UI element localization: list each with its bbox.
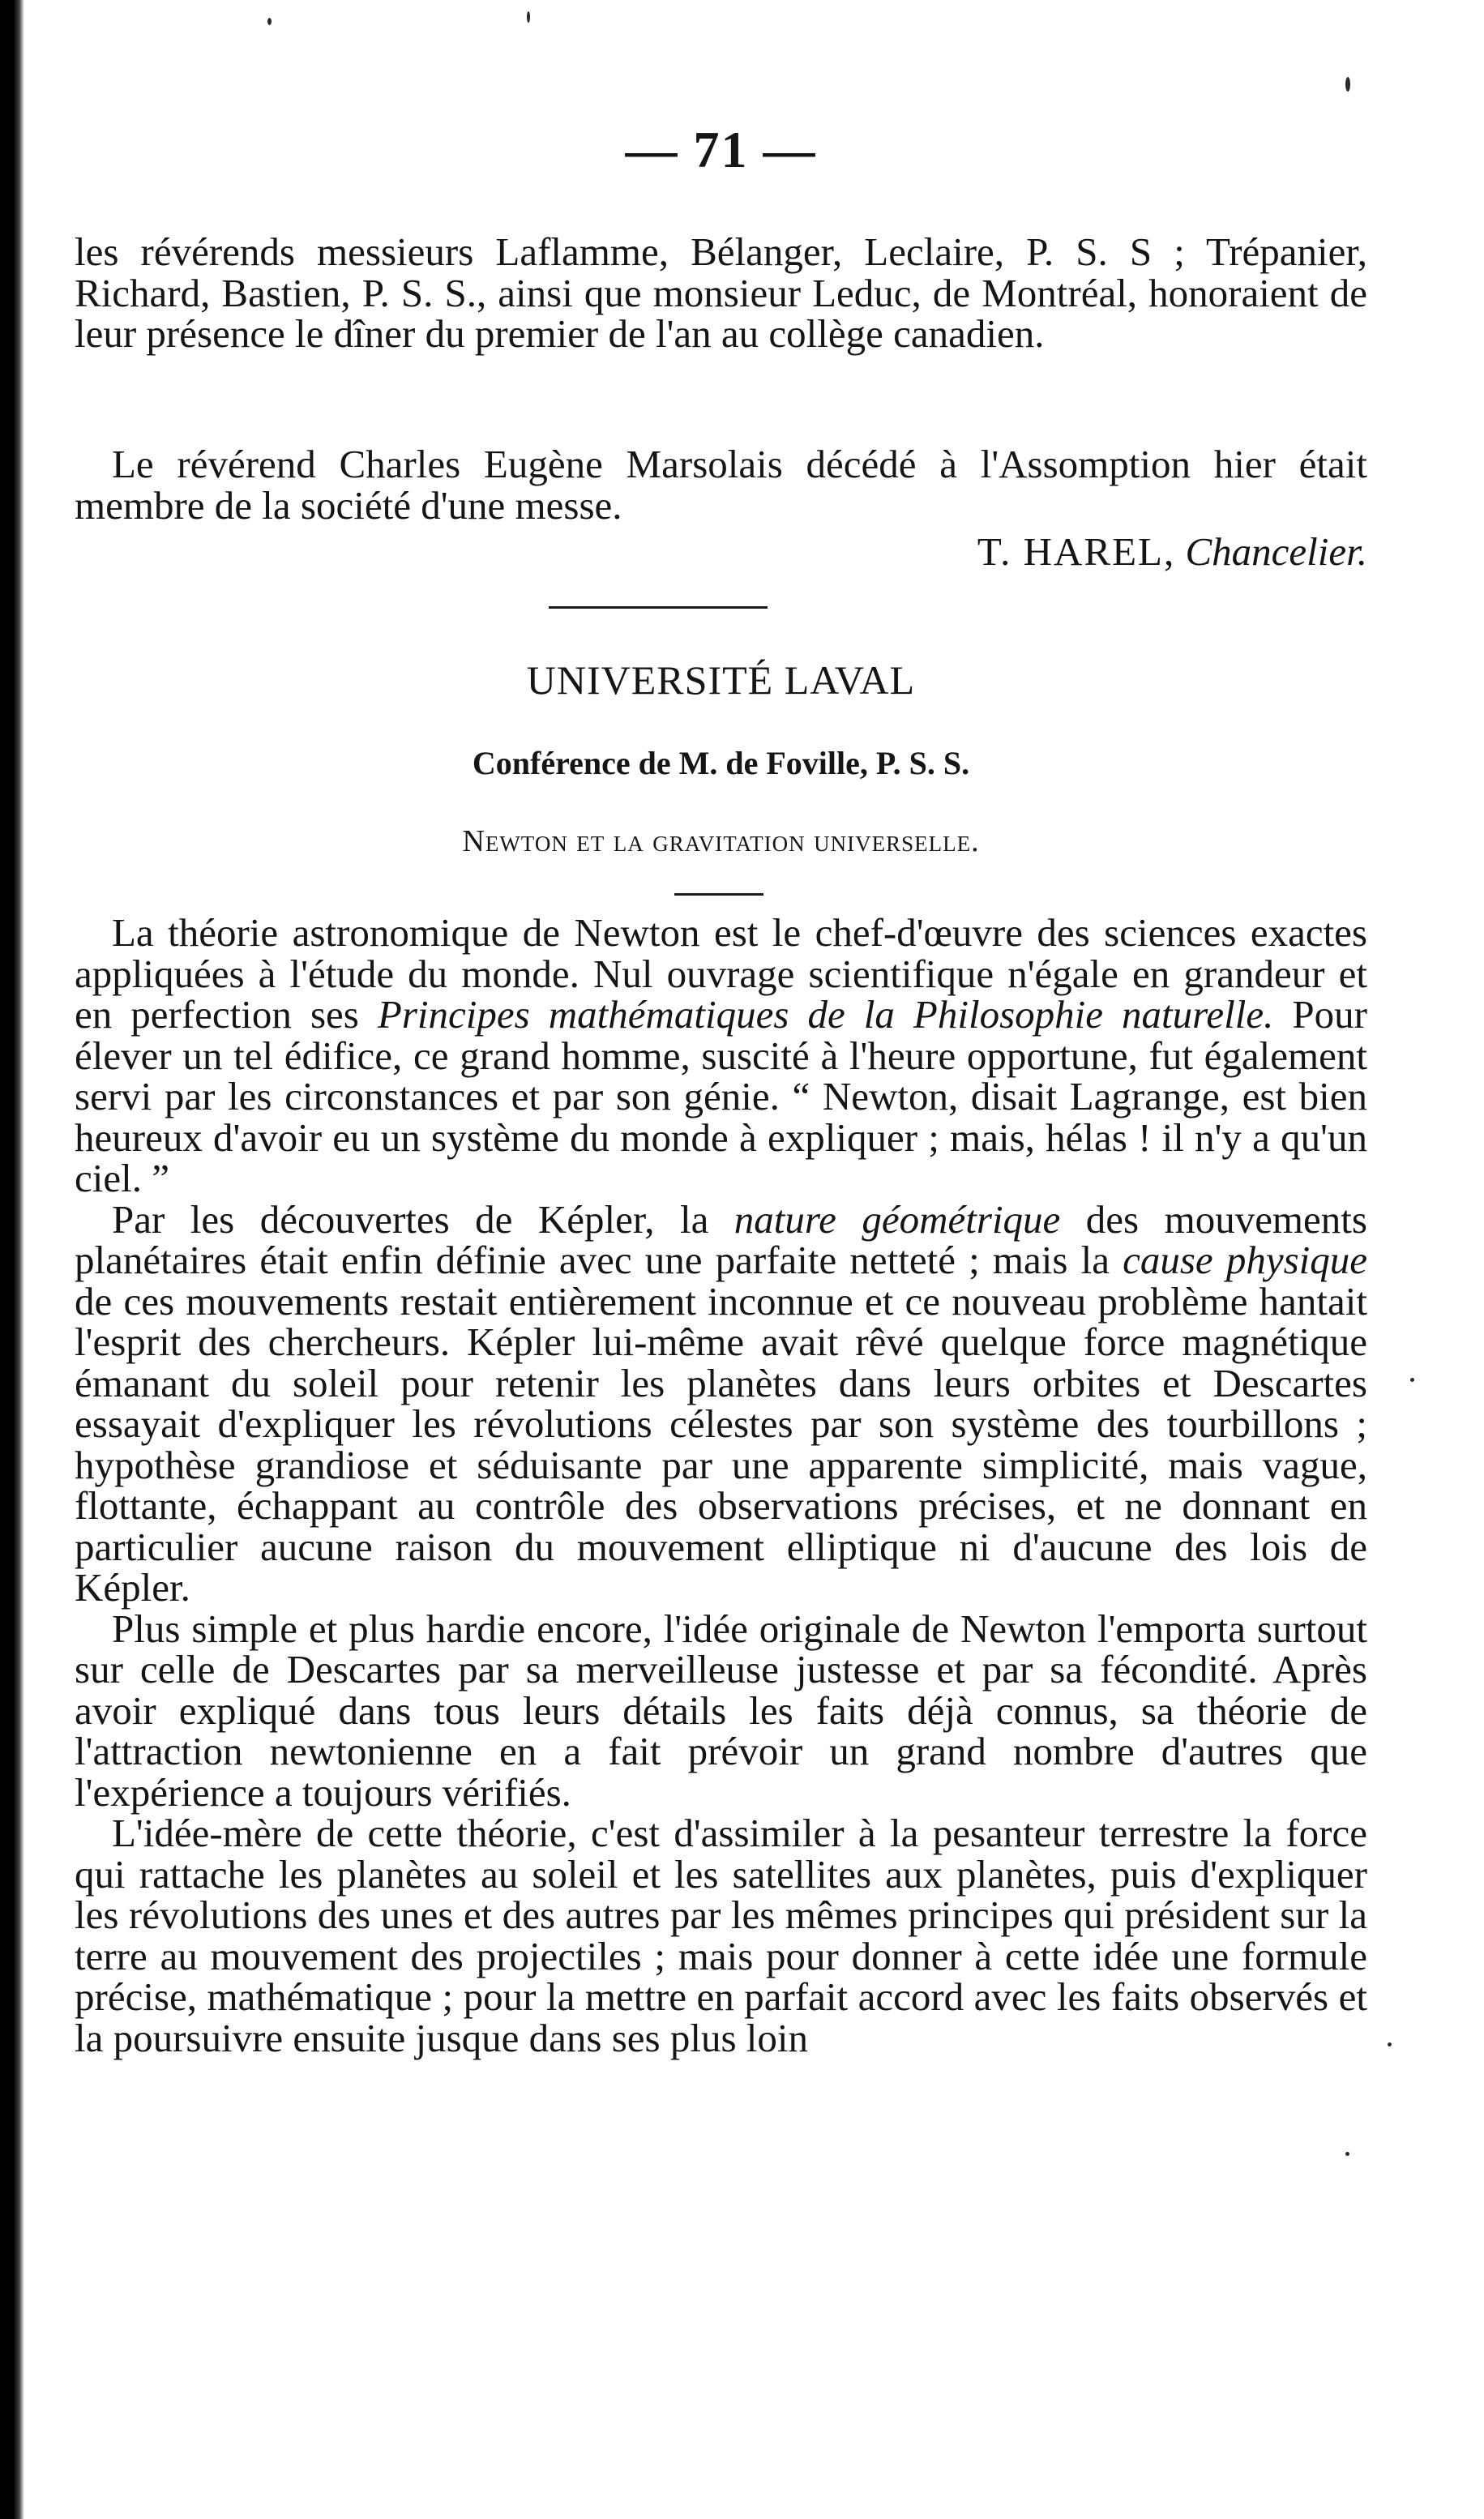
article-body <box>75 910 1368 2060</box>
body-paragraph-2: Par les découvertes de Képler, la nature géométrique des mouvements planétaires était enfin définie avec une parfaite netteté ; mais la cause physique de ces mouvements restait entièrement inconnue et ce nouveau problème hantait l'esprit des chercheurs. Képler lui-même avait rêvé quelque force magnétique émanant du soleil pour retenir les planètes dans leurs orbites et Descartes essayait d'expliquer les révolutions célestes par son système des tourbillons ; hypothèse grandiose et séduisante par une apparente simplicité, mais vague, flottante, échappant au contrôle des observations précises, et ne donnant en particulier aucune raison du mouvement elliptique ni d'aucune des lois de Képler. <box>75 1196 1368 1610</box>
body-paragraph-4: L'idée-mère de cette théorie, c'est d'assimiler à la pesanteur terrestre la force qui rattache les planètes au soleil et les satellites aux planètes, puis d'expliquer les révolutions des unes et des autres par les mêmes principes qui président sur la terre au mouvement des projectiles ; mais pour donner à cette idée une formule précise, mathématique ; pour la mettre en parfait accord avec les faits observés et la poursuivre ensuite jusque dans ses plus loin <box>75 1811 1367 2060</box>
paragraph-obituary: Le révérend Charles Eugène Marsolais décédé à l'Assomption hier était membre de la société d'une messe. <box>75 442 1367 528</box>
paragraph-guests: les révérends messieurs Laflamme, Bélanger, Leclaire, P. S. S ; Trépanier, Richard, Bastien, P. S. S., ainsi que monsieur Leduc, de Montréal, honoraient de leur présence le dîner du premier de l'an au collège canadien. <box>75 229 1367 356</box>
book-page <box>75 0 1367 2519</box>
body-paragraph-1: La théorie astronomique de Newton est le chef-d'œuvre des sciences exactes appliquées à l'étude du monde. Nul ouvrage scientifique n'égale en grandeur et en perfection ses Principes mathématiques de la Philosophie naturelle. Pour élever un tel édifice, ce grand homme, suscité à l'heure opportune, fut également servi par les circonstances et par son génie. “ Newton, disait Lagrange, est bien heureux d'avoir eu un système du monde à expliquer ; mais, hélas ! il n'y a qu'un ciel. ” <box>75 910 1368 1200</box>
subject-divider <box>674 893 763 896</box>
scan-speck <box>1388 2042 1392 2046</box>
article-title: UNIVERSITÉ LAVAL <box>526 657 916 703</box>
book-binding-shadow <box>0 0 24 2519</box>
obituary-paragraph <box>75 444 1367 526</box>
signature-title: Chancelier. <box>1185 529 1367 574</box>
signature-name: T. HAREL, <box>977 529 1176 574</box>
alumni-paragraph <box>75 229 1367 356</box>
scan-speck <box>267 18 272 25</box>
page-number: — 71 — <box>625 121 817 178</box>
scan-speck <box>1345 77 1350 92</box>
body-paragraph-3: Plus simple et plus hardie encore, l'idée originale de Newton l'emporta surtout sur celle de Descartes par sa merveilleuse justesse et par sa fécondité. Après avoir expliqué dans tous leurs détails les faits déjà connus, sa théorie de l'attraction newtonienne en a fait prévoir un grand nombre d'autres que l'expérience a toujours vérifiés. <box>75 1606 1367 1815</box>
section-divider <box>549 606 768 609</box>
article-conference: Conférence de M. de Foville, P. S. S. <box>472 745 970 781</box>
signature <box>977 528 1367 575</box>
article-subject: Newton et la gravitation universelle. <box>462 824 980 858</box>
scan-speck <box>527 11 530 23</box>
scan-speck <box>1410 1378 1414 1382</box>
scan-speck <box>1345 2152 1349 2156</box>
